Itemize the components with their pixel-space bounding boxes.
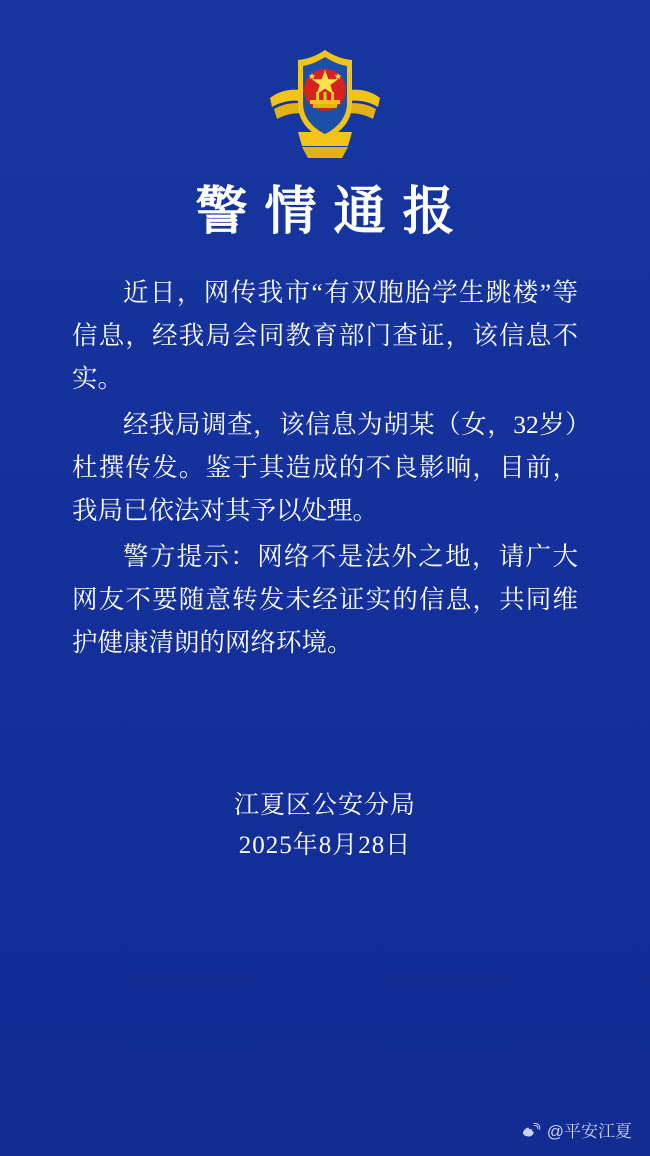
page-title: 警情通报 bbox=[195, 184, 472, 241]
notice-paragraph: 经我局调查，该信息为胡某（女，32岁）杜撰传发。鉴于其造成的不良影响，目前，我局已依法对其予以处理。 bbox=[72, 410, 578, 525]
weibo-icon bbox=[521, 1120, 541, 1140]
watermark bbox=[521, 1117, 632, 1142]
emblem-container bbox=[0, 0, 650, 164]
notice-paragraph: 警方提示：网络不是法外之地，请广大网友不要随意转发未经证实的信息，共同维护健康清朗的网络环境。 bbox=[72, 542, 578, 657]
issue-date: 2025年8月28日 bbox=[238, 832, 412, 859]
notice-body bbox=[72, 271, 578, 664]
watermark-account: @平安江夏 bbox=[546, 1122, 632, 1141]
china-police-badge-icon bbox=[264, 46, 386, 164]
notice-paragraph: 近日，网传我市“有双胞胎学生跳楼”等信息，经我局会同教育部门查证，该信息不实。 bbox=[72, 278, 578, 393]
signature-block bbox=[0, 786, 650, 866]
issuing-organization: 江夏区公安分局 bbox=[233, 792, 416, 819]
